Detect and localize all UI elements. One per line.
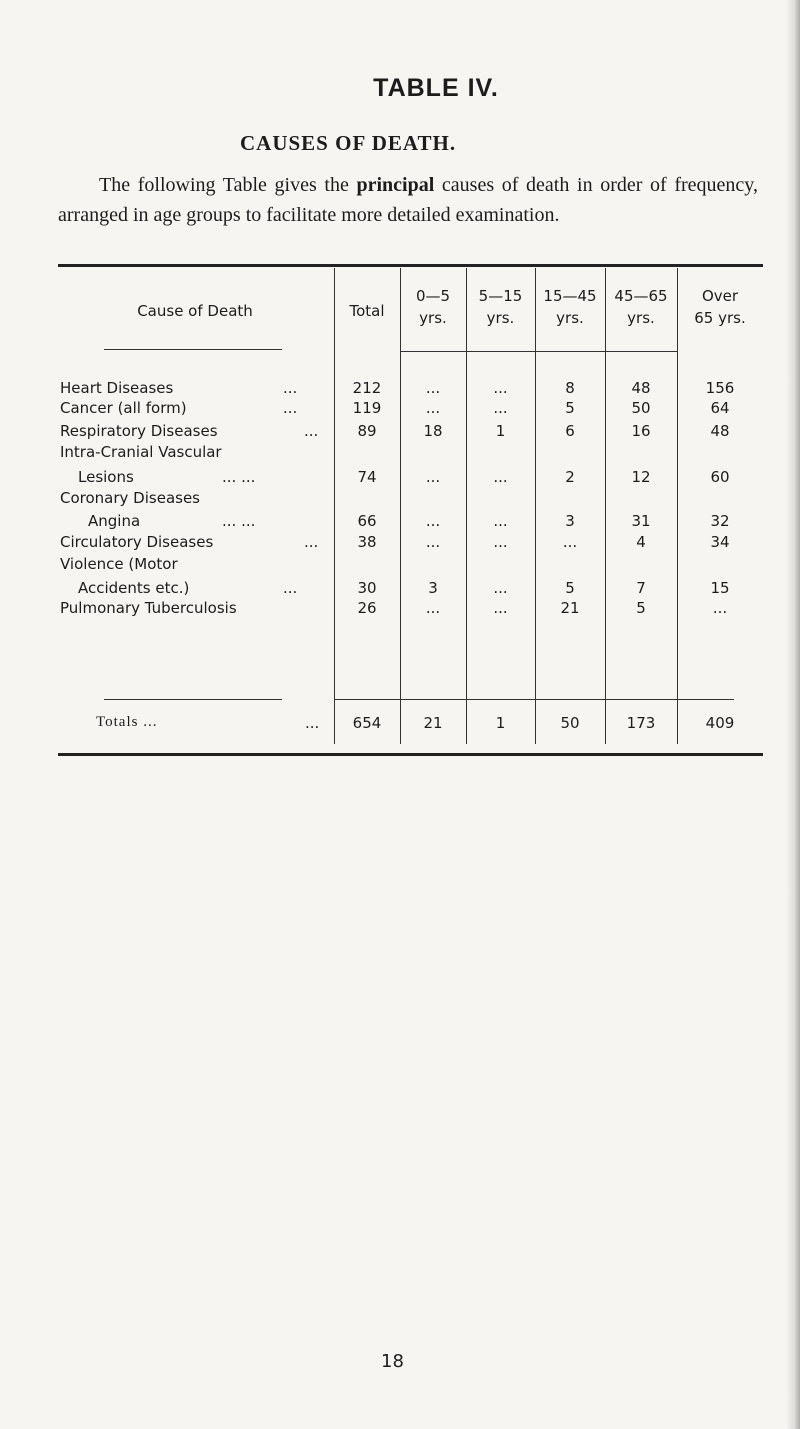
- header-underline: [400, 351, 677, 352]
- cell-age-15-45: 21: [560, 599, 580, 617]
- cell-age-15-45: 5: [565, 399, 575, 417]
- cell-total: 89: [357, 422, 377, 440]
- cell-age-45-65: 5: [636, 599, 646, 617]
- intro-bold-word: principal: [356, 174, 435, 196]
- row-label: Respiratory Diseases: [60, 422, 218, 440]
- page-edge-shadow: [786, 0, 800, 1429]
- cell-age-15-45: 8: [565, 379, 575, 397]
- col-divider: [605, 268, 606, 744]
- row-label-line1: Coronary Diseases: [60, 489, 200, 507]
- cell-age-45-65: 16: [631, 422, 651, 440]
- row-label: Lesions: [78, 468, 134, 486]
- row-label: Cancer (all form): [60, 399, 187, 417]
- cell-age-0-5: ...: [425, 512, 441, 530]
- row-leader: ...: [283, 399, 298, 417]
- cell-age-5-15: ...: [493, 599, 508, 617]
- cell-age-0-5: ...: [425, 379, 441, 397]
- table-top-rule: [58, 264, 763, 267]
- row-label: Pulmonary Tuberculosis: [60, 599, 237, 617]
- cell-age-0-5: 3: [428, 579, 438, 597]
- cell-total: 212: [352, 379, 382, 397]
- totals-leader: ...: [305, 714, 320, 732]
- row-leader: ... ...: [222, 468, 256, 486]
- table-bottom-rule: [58, 753, 763, 756]
- cell-age-0-5: ...: [425, 468, 441, 486]
- cell-age-over-65: 32: [710, 512, 730, 530]
- cell-age-15-45: 6: [565, 422, 575, 440]
- cell-age-15-45: 3: [565, 512, 575, 530]
- col-divider: [677, 268, 678, 744]
- cell-age-15-45: 5: [565, 579, 575, 597]
- col-divider: [334, 268, 335, 744]
- header-underline: [104, 349, 282, 350]
- cell-age-15-45: 2: [565, 468, 575, 486]
- cell-age-45-65: 12: [631, 468, 651, 486]
- cell-age-5-15: ...: [493, 512, 508, 530]
- totals-separator: [104, 699, 282, 700]
- cell-age-over-65: 48: [710, 422, 730, 440]
- cell-total: 30: [357, 579, 377, 597]
- cell-age-5-15: ...: [493, 379, 508, 397]
- cell-age-0-5: ...: [425, 599, 441, 617]
- cell-age-0-5: ...: [425, 399, 441, 417]
- row-leader: ...: [304, 422, 319, 440]
- cell-age-15-45: ...: [562, 533, 578, 551]
- col-divider: [400, 268, 401, 744]
- row-label: Heart Diseases: [60, 379, 174, 397]
- header-age-0-5: 0—5 yrs.: [415, 287, 451, 327]
- header-age-5-15: 5—15 yrs.: [478, 287, 523, 327]
- cell-age-5-15: ...: [493, 468, 508, 486]
- cell-total: 74: [357, 468, 377, 486]
- header-age-15-45: 15—45 yrs.: [543, 287, 597, 327]
- row-label: Circulatory Diseases: [60, 533, 214, 551]
- page-number: 18: [381, 1351, 404, 1372]
- cell-age-0-5: ...: [425, 533, 441, 551]
- col-divider: [535, 268, 536, 744]
- cell-age-over-65: 60: [710, 468, 730, 486]
- cell-age-0-5: 18: [423, 422, 443, 440]
- section-heading: CAUSES OF DEATH.: [240, 131, 457, 155]
- cell-age-over-65: 34: [710, 533, 730, 551]
- cell-age-over-65: 64: [710, 399, 730, 417]
- total-age-45-65: 173: [626, 714, 656, 732]
- intro-paragraph: [58, 170, 758, 230]
- cell-total: 119: [352, 399, 382, 417]
- total-age-over-65: 409: [705, 714, 735, 732]
- cell-age-45-65: 50: [631, 399, 651, 417]
- cell-age-over-65: 156: [705, 379, 735, 397]
- cell-age-45-65: 31: [631, 512, 651, 530]
- cell-age-45-65: 4: [636, 533, 646, 551]
- header-age-45-65: 45—65 yrs.: [614, 287, 668, 327]
- cell-age-5-15: ...: [493, 399, 508, 417]
- header-total: Total: [349, 302, 385, 320]
- cell-total: 26: [357, 599, 377, 617]
- cell-age-5-15: ...: [493, 533, 508, 551]
- total-all: 654: [352, 714, 382, 732]
- row-label: Accidents etc.): [78, 579, 190, 597]
- totals-separator: [334, 699, 734, 700]
- intro-text-2: causes of death in order of frequency, arranged in age groups to facilitate more detailed examination.: [58, 174, 758, 226]
- row-leader: ...: [283, 379, 298, 397]
- totals-label: Totals ...: [96, 714, 158, 730]
- cell-age-45-65: 48: [631, 379, 651, 397]
- total-age-5-15: 1: [495, 714, 506, 732]
- cell-age-over-65: 15: [710, 579, 730, 597]
- row-leader: ...: [283, 579, 298, 597]
- total-age-15-45: 50: [560, 714, 580, 732]
- header-age-over-65: Over 65 yrs.: [694, 287, 746, 327]
- cell-age-5-15: 1: [495, 422, 506, 440]
- table-title: TABLE IV.: [373, 74, 499, 102]
- row-leader: ...: [304, 533, 319, 551]
- row-leader: ... ...: [222, 512, 256, 530]
- row-label-line1: Intra-Cranial Vascular: [60, 443, 222, 461]
- cell-total: 38: [357, 533, 377, 551]
- cell-age-5-15: ...: [493, 579, 508, 597]
- row-label: Angina: [88, 512, 141, 530]
- total-age-0-5: 21: [423, 714, 443, 732]
- cell-total: 66: [357, 512, 377, 530]
- cell-age-over-65: ...: [712, 599, 728, 617]
- col-divider: [466, 268, 467, 744]
- row-label-line1: Violence (Motor: [60, 555, 178, 573]
- cell-age-45-65: 7: [636, 579, 646, 597]
- intro-text-1: The following Table gives the: [99, 174, 357, 196]
- header-cause: Cause of Death: [137, 302, 253, 320]
